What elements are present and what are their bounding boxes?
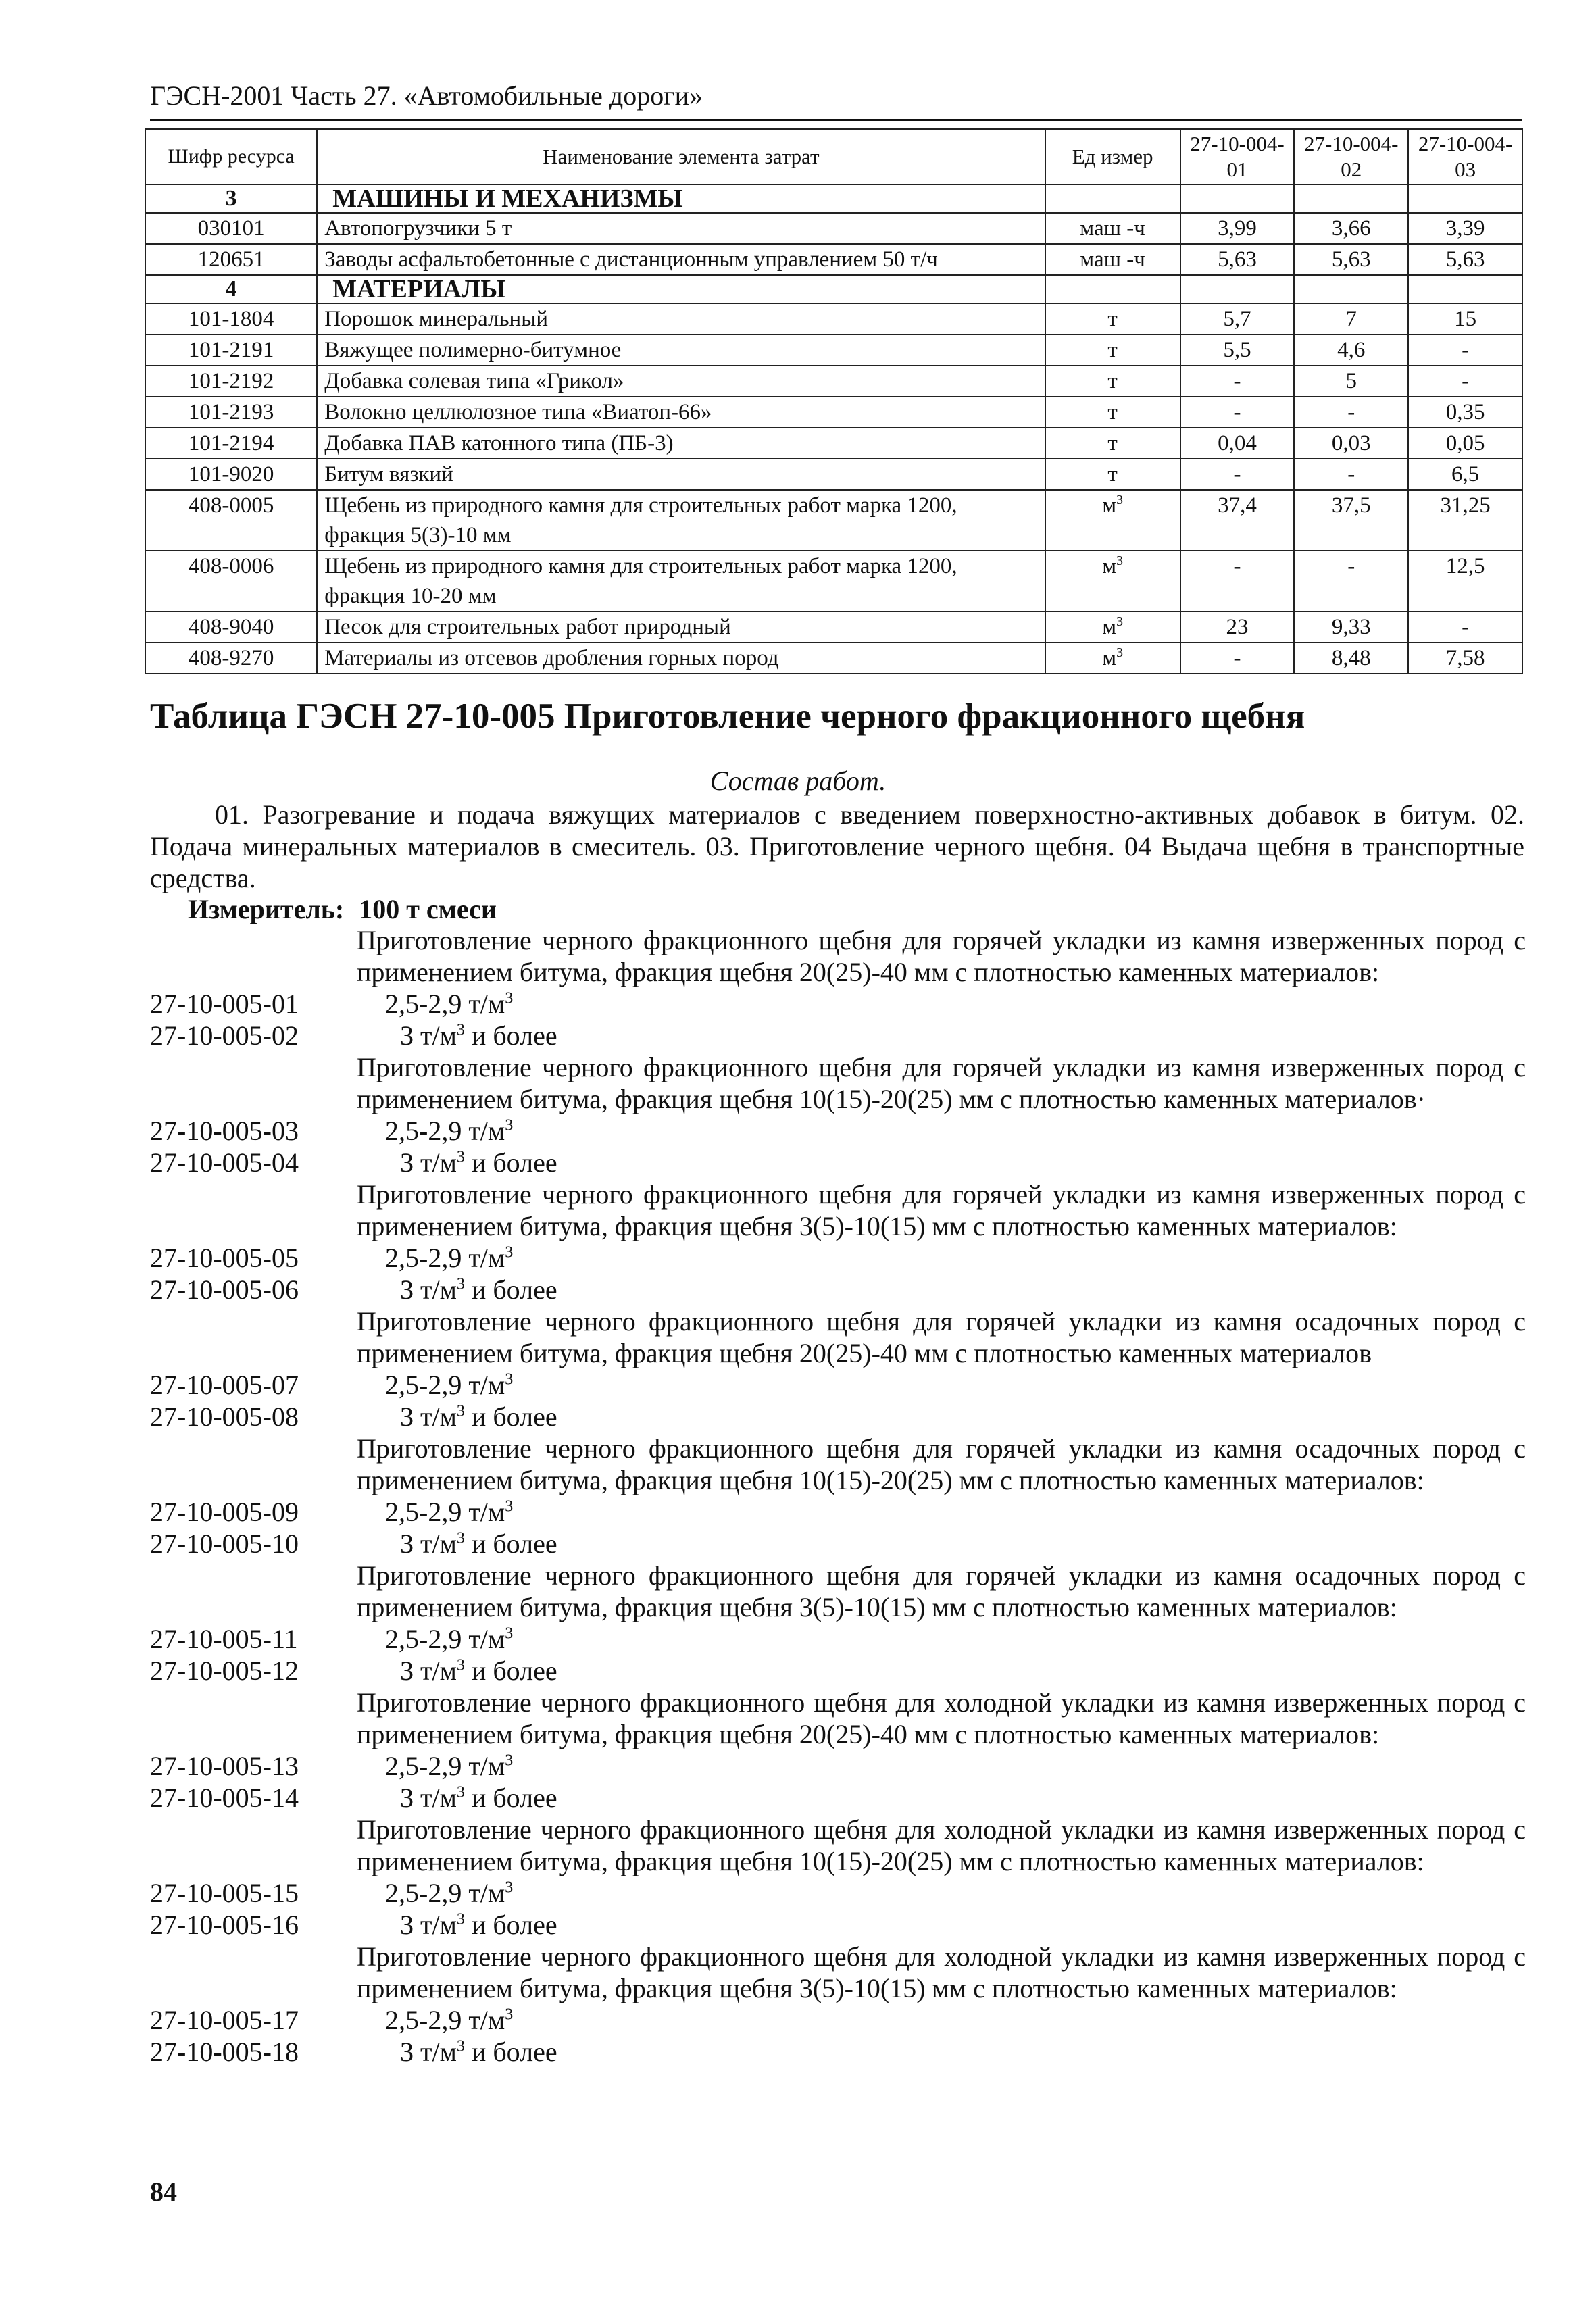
cell-unit: т: [1045, 397, 1180, 428]
cell-v3: 6,5: [1408, 459, 1522, 490]
page-header: ГЭСН-2001 Часть 27. «Автомобильные дороги»: [150, 80, 703, 111]
cell-name: МАШИНЫ И МЕХАНИЗМЫ: [317, 184, 1045, 213]
norm-item: [150, 1401, 1524, 1433]
norm-code: 27-10-005-09: [150, 1497, 299, 1527]
table-row: [145, 303, 1522, 334]
norm-item: [150, 1115, 1524, 1147]
norm-code: 27-10-005-12: [150, 1656, 299, 1686]
norm-code: 27-10-005-05: [150, 1243, 299, 1273]
cell-code: 120651: [145, 244, 317, 275]
norm-item: [150, 1147, 1524, 1178]
norm-item: [150, 1369, 1524, 1401]
cell-code: 101-9020: [145, 459, 317, 490]
cell-v1: 5,63: [1180, 244, 1295, 275]
norm-density: 3 $т/м^3$ и более: [400, 1274, 557, 1305]
cell-unit: т: [1045, 303, 1180, 334]
cell-v3: 0,35: [1408, 397, 1522, 428]
norm-density: 2,5-2,9 $т/м^3$: [385, 1751, 514, 1781]
resource-table: [145, 128, 1523, 674]
cell-v2: -: [1294, 397, 1408, 428]
cell-v2: 37,5: [1294, 490, 1408, 551]
header-col-3: 27-10-004-03: [1408, 129, 1522, 184]
cell-code: 101-1804: [145, 303, 317, 334]
norm-code: 27-10-005-02: [150, 1020, 299, 1051]
norm-group-description: Приготовление черного фракционного щебня для горячей укладки из камня изверженных пород с применением битума, фракция щебня 20(25)-40 мм с плотностью каменных материалов:: [357, 925, 1526, 987]
norm-group-description: Приготовление черного фракционного щебня для горячей укладки из камня изверженных пород с применением битума, фракция щебня 3(5)-10(15) мм с плотностью каменных материалов:: [357, 1179, 1526, 1241]
cell-name: Материалы из отсевов дробления горных пород: [317, 643, 1045, 674]
norm-code: 27-10-005-14: [150, 1783, 299, 1813]
cell-unit: $м^3$: [1045, 612, 1180, 643]
header-col-2: 27-10-004-02: [1294, 129, 1408, 184]
cell-v3: 31,25: [1408, 490, 1522, 551]
cell-v2: [1294, 184, 1408, 213]
norm-density: 3 $т/м^3$ и более: [400, 2037, 557, 2067]
norm-density: 3 $т/м^3$ и более: [400, 1020, 557, 1051]
cell-v1: -: [1180, 551, 1295, 612]
cell-v3: 5,63: [1408, 244, 1522, 275]
norm-density: 2,5-2,9 $т/м^3$: [385, 1878, 514, 1908]
cell-name: Заводы асфальтобетонные с дистанционным управлением 50 т/ч: [317, 244, 1045, 275]
table-title: Таблица ГЭСН 27-10-005 Приготовление черного фракционного щебня: [150, 697, 1305, 736]
cell-v2: 7: [1294, 303, 1408, 334]
cell-v1: [1180, 184, 1295, 213]
cell-code: 4: [145, 275, 317, 303]
table-row: [145, 612, 1522, 643]
norm-group-description: Приготовление черного фракционного щебня для холодной укладки из камня изверженных пород с применением битума, фракция щебня 20(25)-40 мм с плотностью каменных материалов:: [357, 1687, 1526, 1749]
cell-v2: 5: [1294, 366, 1408, 397]
norm-density: 3 $т/м^3$ и более: [400, 1783, 557, 1813]
cell-code: 101-2194: [145, 428, 317, 459]
table-row: [145, 244, 1522, 275]
norm-density: 2,5-2,9 $т/м^3$: [385, 1243, 514, 1273]
cell-code: 408-9270: [145, 643, 317, 674]
norm-item: [150, 1496, 1524, 1528]
norm-density: 2,5-2,9 $т/м^3$: [385, 1116, 514, 1146]
norm-code: 27-10-005-11: [150, 1624, 298, 1654]
cell-name: Битум вязкий: [317, 459, 1045, 490]
cell-unit: т: [1045, 459, 1180, 490]
cell-v2: 4,6: [1294, 334, 1408, 366]
table-row: [145, 459, 1522, 490]
cell-v2: 3,66: [1294, 213, 1408, 244]
norm-item: [150, 1020, 1524, 1051]
norm-density: 3 $т/м^3$ и более: [400, 1910, 557, 1940]
norm-code: 27-10-005-07: [150, 1370, 299, 1400]
norm-density: 3 $т/м^3$ и более: [400, 1528, 557, 1559]
cell-v2: 8,48: [1294, 643, 1408, 674]
norm-code: 27-10-005-03: [150, 1116, 299, 1146]
cell-v3: 15: [1408, 303, 1522, 334]
table-row: [145, 490, 1522, 551]
norm-item: [150, 1274, 1524, 1305]
cell-v1: -: [1180, 366, 1295, 397]
cell-v3: -: [1408, 612, 1522, 643]
resource-table-body: [145, 184, 1522, 674]
cell-v2: 5,63: [1294, 244, 1408, 275]
header-rule: [150, 119, 1522, 121]
table-row: [145, 334, 1522, 366]
norm-density: 2,5-2,9 $т/м^3$: [385, 989, 514, 1019]
cell-code: 408-9040: [145, 612, 317, 643]
norm-density: 2,5-2,9 $т/м^3$: [385, 1497, 514, 1527]
cell-v1: -: [1180, 643, 1295, 674]
cell-name: Автопогрузчики 5 т: [317, 213, 1045, 244]
cell-unit: $м^3$: [1045, 551, 1180, 612]
norm-code: 27-10-005-06: [150, 1274, 299, 1305]
norm-code: 27-10-005-04: [150, 1147, 299, 1178]
section-row: [145, 184, 1522, 213]
norm-group-description: Приготовление черного фракционного щебня для холодной укладки из камня изверженных пород с применением битума, фракция щебня 3(5)-10(15) мм с плотностью каменных материалов:: [357, 1941, 1526, 2003]
cell-name: Добавка солевая типа «Грикол»: [317, 366, 1045, 397]
table-row: [145, 213, 1522, 244]
cell-name: Песок для строительных работ природный: [317, 612, 1045, 643]
cell-code: 101-2191: [145, 334, 317, 366]
table-row: [145, 643, 1522, 674]
header-code: Шифр ресурса: [145, 129, 317, 184]
meter-label: Измеритель:: [188, 894, 345, 924]
norm-item: [150, 1528, 1524, 1560]
norm-code: 27-10-005-16: [150, 1910, 299, 1940]
cell-v3: -: [1408, 366, 1522, 397]
cell-name: Волокно целлюлозное типа «Виатоп-66»: [317, 397, 1045, 428]
cell-v1: 23: [1180, 612, 1295, 643]
cell-unit: маш -ч: [1045, 244, 1180, 275]
header-col-1: 27-10-004-01: [1180, 129, 1295, 184]
norm-group-description: Приготовление черного фракционного щебня для горячей укладки из камня изверженных пород с применением битума, фракция щебня 10(15)-20(25) мм с плотностью каменных материалов·: [357, 1052, 1526, 1114]
cell-v3: 0,05: [1408, 428, 1522, 459]
meter-value: 100 т смеси: [359, 894, 497, 924]
cell-v1: 3,99: [1180, 213, 1295, 244]
norm-item: [150, 1909, 1524, 1941]
norm-item: [150, 2036, 1524, 2068]
cell-v1: 5,5: [1180, 334, 1295, 366]
table-row: [145, 366, 1522, 397]
cell-v3: 3,39: [1408, 213, 1522, 244]
norm-group-description: Приготовление черного фракционного щебня для холодной укладки из камня изверженных пород с применением битума, фракция щебня 10(15)-20(25) мм с плотностью каменных материалов:: [357, 1814, 1526, 1876]
cell-v3: [1408, 275, 1522, 303]
norm-item: [150, 1623, 1524, 1655]
norm-density: 2,5-2,9 $т/м^3$: [385, 2005, 514, 2035]
table-row: [145, 397, 1522, 428]
cell-v2: [1294, 275, 1408, 303]
cell-name: Щебень из природного камня для строительных работ марка 1200, фракция 10-20 мм: [317, 551, 1045, 612]
norm-code: 27-10-005-13: [150, 1751, 299, 1781]
page-number: 84: [150, 2176, 177, 2207]
norm-item: [150, 1655, 1524, 1687]
norm-density: 3 $т/м^3$ и более: [400, 1401, 557, 1432]
cell-code: 101-2192: [145, 366, 317, 397]
cell-v1: -: [1180, 397, 1295, 428]
table-row: [145, 428, 1522, 459]
norm-code: 27-10-005-01: [150, 989, 299, 1019]
cell-v2: -: [1294, 551, 1408, 612]
cell-v1: 0,04: [1180, 428, 1295, 459]
norm-code: 27-10-005-08: [150, 1401, 299, 1432]
cell-v1: 37,4: [1180, 490, 1295, 551]
norm-item: [150, 988, 1524, 1020]
cell-unit: $м^3$: [1045, 490, 1180, 551]
cell-name: Вяжущее полимерно-битумное: [317, 334, 1045, 366]
cell-unit: т: [1045, 428, 1180, 459]
cell-name: Щебень из природного камня для строительных работ марка 1200, фракция 5(3)-10 мм: [317, 490, 1045, 551]
cell-v3: -: [1408, 334, 1522, 366]
norm-density: 3 $т/м^3$ и более: [400, 1147, 557, 1178]
norm-code: 27-10-005-10: [150, 1528, 299, 1559]
cell-name: Порошок минеральный: [317, 303, 1045, 334]
norm-density: 2,5-2,9 $т/м^3$: [385, 1624, 514, 1654]
norm-code: 27-10-005-17: [150, 2005, 299, 2035]
table-header-row: [145, 129, 1522, 184]
norm-density: 3 $т/м^3$ и более: [400, 1656, 557, 1686]
table-row: [145, 551, 1522, 612]
cell-unit: [1045, 184, 1180, 213]
cell-v3: 12,5: [1408, 551, 1522, 612]
composition-title: Состав работ.: [709, 766, 887, 796]
cell-v1: 5,7: [1180, 303, 1295, 334]
cell-code: 030101: [145, 213, 317, 244]
cell-v2: 9,33: [1294, 612, 1408, 643]
norm-density: 2,5-2,9 $т/м^3$: [385, 1370, 514, 1400]
cell-v2: 0,03: [1294, 428, 1408, 459]
header-unit: Ед измер: [1045, 129, 1180, 184]
cell-v2: -: [1294, 459, 1408, 490]
section-row: [145, 275, 1522, 303]
norm-item: [150, 1877, 1524, 1909]
cell-code: 408-0006: [145, 551, 317, 612]
composition-text: 01. Разогревание и подача вяжущих материалов с введением поверхностно-активных добавок в битум. 02. Подача минеральных материалов в смеситель. 03. Приготовление черного щебня. 04 Выдача щебня в транспортные средства.: [150, 799, 1524, 893]
cell-code: 3: [145, 184, 317, 213]
norm-group-description: Приготовление черного фракционного щебня для горячей укладки из камня осадочных пород с применением битума, фракция щебня 3(5)-10(15) мм с плотностью каменных материалов:: [357, 1560, 1526, 1622]
norm-item: [150, 1782, 1524, 1814]
norm-item: [150, 1750, 1524, 1782]
norm-item: [150, 1242, 1524, 1274]
norm-group-description: Приготовление черного фракционного щебня для горячей укладки из камня осадочных пород с применением битума, фракция щебня 20(25)-40 мм с плотностью каменных материалов: [357, 1306, 1526, 1368]
cell-v3: 7,58: [1408, 643, 1522, 674]
cell-unit: т: [1045, 334, 1180, 366]
header-name: Наименование элемента затрат: [317, 129, 1045, 184]
cell-name: МАТЕРИАЛЫ: [317, 275, 1045, 303]
cell-code: 101-2193: [145, 397, 317, 428]
cell-v3: [1408, 184, 1522, 213]
norm-code: 27-10-005-15: [150, 1878, 299, 1908]
norm-item: [150, 2004, 1524, 2036]
cell-unit: [1045, 275, 1180, 303]
cell-code: 408-0005: [145, 490, 317, 551]
cell-unit: т: [1045, 366, 1180, 397]
cell-unit: $м^3$: [1045, 643, 1180, 674]
cell-name: Добавка ПАВ катонного типа (ПБ-3): [317, 428, 1045, 459]
norm-code: 27-10-005-18: [150, 2037, 299, 2067]
cell-v1: [1180, 275, 1295, 303]
cell-v1: -: [1180, 459, 1295, 490]
cell-unit: маш -ч: [1045, 213, 1180, 244]
meter: [188, 893, 497, 925]
norm-group-description: Приготовление черного фракционного щебня для горячей укладки из камня осадочных пород с применением битума, фракция щебня 10(15)-20(25) мм с плотностью каменных материалов:: [357, 1433, 1526, 1495]
